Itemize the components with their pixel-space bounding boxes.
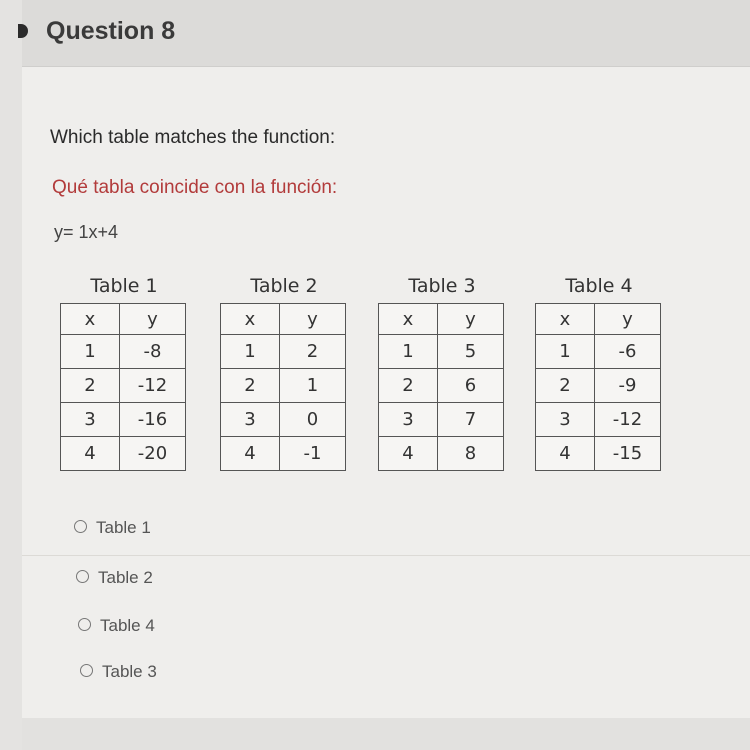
table-row (221, 369, 346, 403)
y-cell: 2 (280, 335, 346, 369)
y-cell: -8 (120, 335, 186, 369)
y-cell: 8 (438, 437, 504, 471)
prompt-spanish: Qué tabla coincide con la función: (52, 177, 338, 198)
x-header: x (536, 304, 595, 335)
option-label: Table 3 (102, 662, 157, 681)
answer-option-table-4[interactable] (78, 616, 155, 636)
x-cell: 4 (379, 437, 438, 471)
card-footer (22, 718, 750, 750)
x-cell: 3 (221, 403, 280, 437)
radio-button-icon[interactable] (76, 570, 89, 583)
table-row (536, 335, 661, 369)
y-cell: -12 (120, 369, 186, 403)
question-header (22, 0, 750, 67)
table-caption: Table 4 (565, 275, 633, 297)
x-cell: 2 (221, 369, 280, 403)
question-title: Question 8 (46, 17, 176, 45)
value-table (220, 303, 346, 471)
option-label: Table 2 (98, 568, 153, 587)
y-cell: -6 (595, 335, 661, 369)
x-cell: 1 (221, 335, 280, 369)
x-cell: 4 (61, 437, 120, 471)
x-header: x (379, 304, 438, 335)
table-row (536, 403, 661, 437)
table-row (61, 403, 186, 437)
table-row (536, 437, 661, 471)
answer-option-table-1[interactable] (74, 518, 151, 538)
table-row (379, 437, 504, 471)
option-label: Table 1 (96, 518, 151, 537)
radio-button-icon[interactable] (78, 618, 91, 631)
x-cell: 2 (61, 369, 120, 403)
table-row (221, 403, 346, 437)
y-header: y (438, 304, 504, 335)
y-cell: -16 (120, 403, 186, 437)
x-cell: 2 (379, 369, 438, 403)
x-cell: 1 (379, 335, 438, 369)
x-cell: 3 (536, 403, 595, 437)
y-cell: -15 (595, 437, 661, 471)
table-row (379, 335, 504, 369)
y-cell: 1 (280, 369, 346, 403)
answer-option-table-2[interactable] (76, 568, 153, 588)
function-equation: y= 1x+4 (54, 222, 119, 242)
table-row (61, 335, 186, 369)
x-header: x (61, 304, 120, 335)
table-row (379, 403, 504, 437)
question-card (22, 0, 750, 750)
table-row (379, 369, 504, 403)
y-header: y (120, 304, 186, 335)
y-cell: 5 (438, 335, 504, 369)
y-cell: -12 (595, 403, 661, 437)
value-table (378, 303, 504, 471)
x-cell: 3 (379, 403, 438, 437)
x-cell: 1 (61, 335, 120, 369)
radio-button-icon[interactable] (80, 664, 93, 677)
x-cell: 4 (221, 437, 280, 471)
x-cell: 1 (536, 335, 595, 369)
table-row (221, 437, 346, 471)
prompt-english: Which table matches the function: (50, 127, 336, 148)
table-2 (220, 275, 348, 471)
answer-option-table-3[interactable] (80, 662, 157, 682)
y-cell: -20 (120, 437, 186, 471)
radio-button-icon[interactable] (74, 520, 87, 533)
y-cell: -1 (280, 437, 346, 471)
value-table (60, 303, 186, 471)
table-4 (535, 275, 663, 471)
x-cell: 2 (536, 369, 595, 403)
table-1 (60, 275, 188, 471)
collapse-toggle-icon[interactable] (18, 24, 28, 38)
table-caption: Table 2 (250, 275, 318, 297)
y-cell: 7 (438, 403, 504, 437)
y-header: y (280, 304, 346, 335)
table-row (536, 369, 661, 403)
value-table (535, 303, 661, 471)
y-cell: -9 (595, 369, 661, 403)
y-cell: 6 (438, 369, 504, 403)
table-row (221, 335, 346, 369)
y-cell: 0 (280, 403, 346, 437)
table-caption: Table 3 (408, 275, 476, 297)
table-3 (378, 275, 506, 471)
x-cell: 3 (61, 403, 120, 437)
divider (22, 555, 750, 556)
table-caption: Table 1 (90, 275, 158, 297)
x-cell: 4 (536, 437, 595, 471)
table-row (61, 369, 186, 403)
y-header: y (595, 304, 661, 335)
table-row (61, 437, 186, 471)
x-header: x (221, 304, 280, 335)
option-label: Table 4 (100, 616, 155, 635)
